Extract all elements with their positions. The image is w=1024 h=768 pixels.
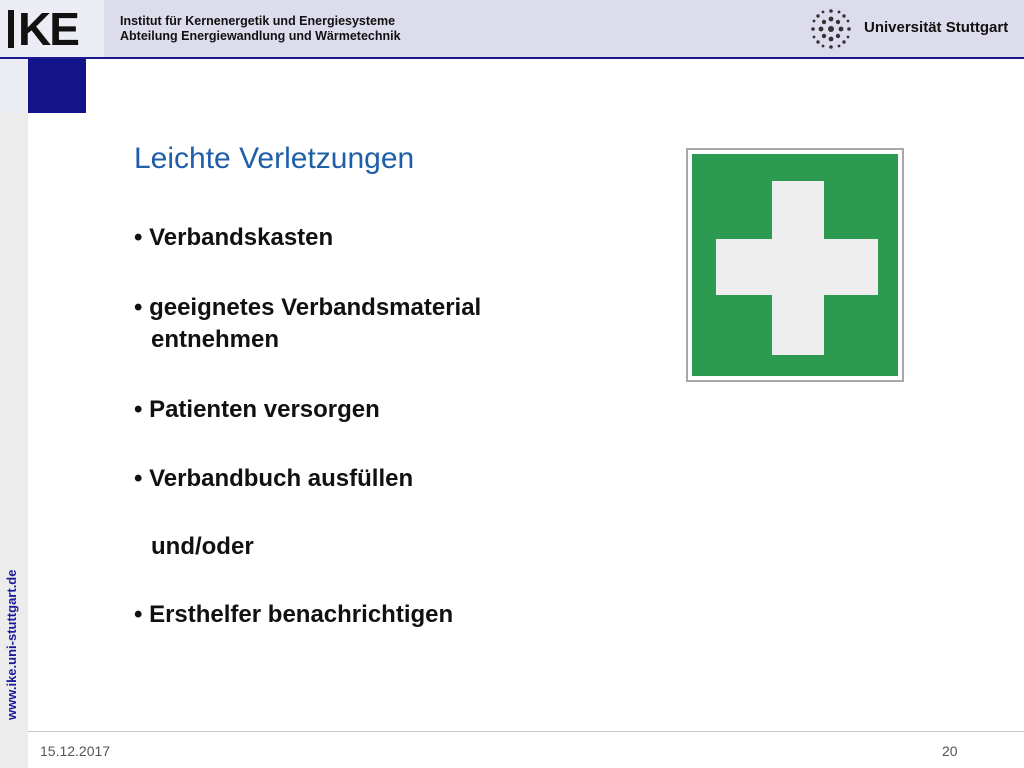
- page-number: 20: [942, 743, 958, 759]
- footer-date: 15.12.2017: [40, 743, 111, 759]
- logo-box: [0, 0, 104, 57]
- header-divider: [0, 57, 1024, 59]
- institute-line-2: Abteilung Energiewandlung und Wärmetechnik: [120, 29, 401, 43]
- bullet-item: • Ersthelfer benachrichtigen: [134, 601, 454, 628]
- ike-logo: KE: [8, 4, 78, 54]
- institute-line-1: Institut für Kernenergetik und Energiesysteme: [120, 14, 396, 28]
- blue-accent-square: [28, 59, 86, 113]
- cross-horizontal-bar: [716, 239, 878, 295]
- first-aid-sign: [686, 148, 904, 382]
- university-name: Universität Stuttgart: [864, 19, 1009, 36]
- side-url: www.ike.uni-stuttgart.de: [4, 569, 19, 720]
- bullet-item: • Verbandskasten: [134, 224, 334, 251]
- university-seal-icon: [808, 6, 854, 52]
- left-strip-top: [0, 59, 28, 113]
- bullet-connector: und/oder: [151, 533, 254, 560]
- institute-name: [120, 14, 401, 44]
- slide-title: Leichte Verletzungen: [134, 142, 415, 175]
- bullet-item: • Verbandbuch ausfüllen: [134, 465, 414, 492]
- footer-divider: [28, 731, 1024, 732]
- bullet-item: • Patienten versorgen: [134, 396, 380, 423]
- bullet-continuation: entnehmen: [151, 326, 280, 353]
- first-aid-cross-icon: [692, 154, 898, 376]
- bullet-item: • geeignetes Verbandsmaterial: [134, 294, 482, 321]
